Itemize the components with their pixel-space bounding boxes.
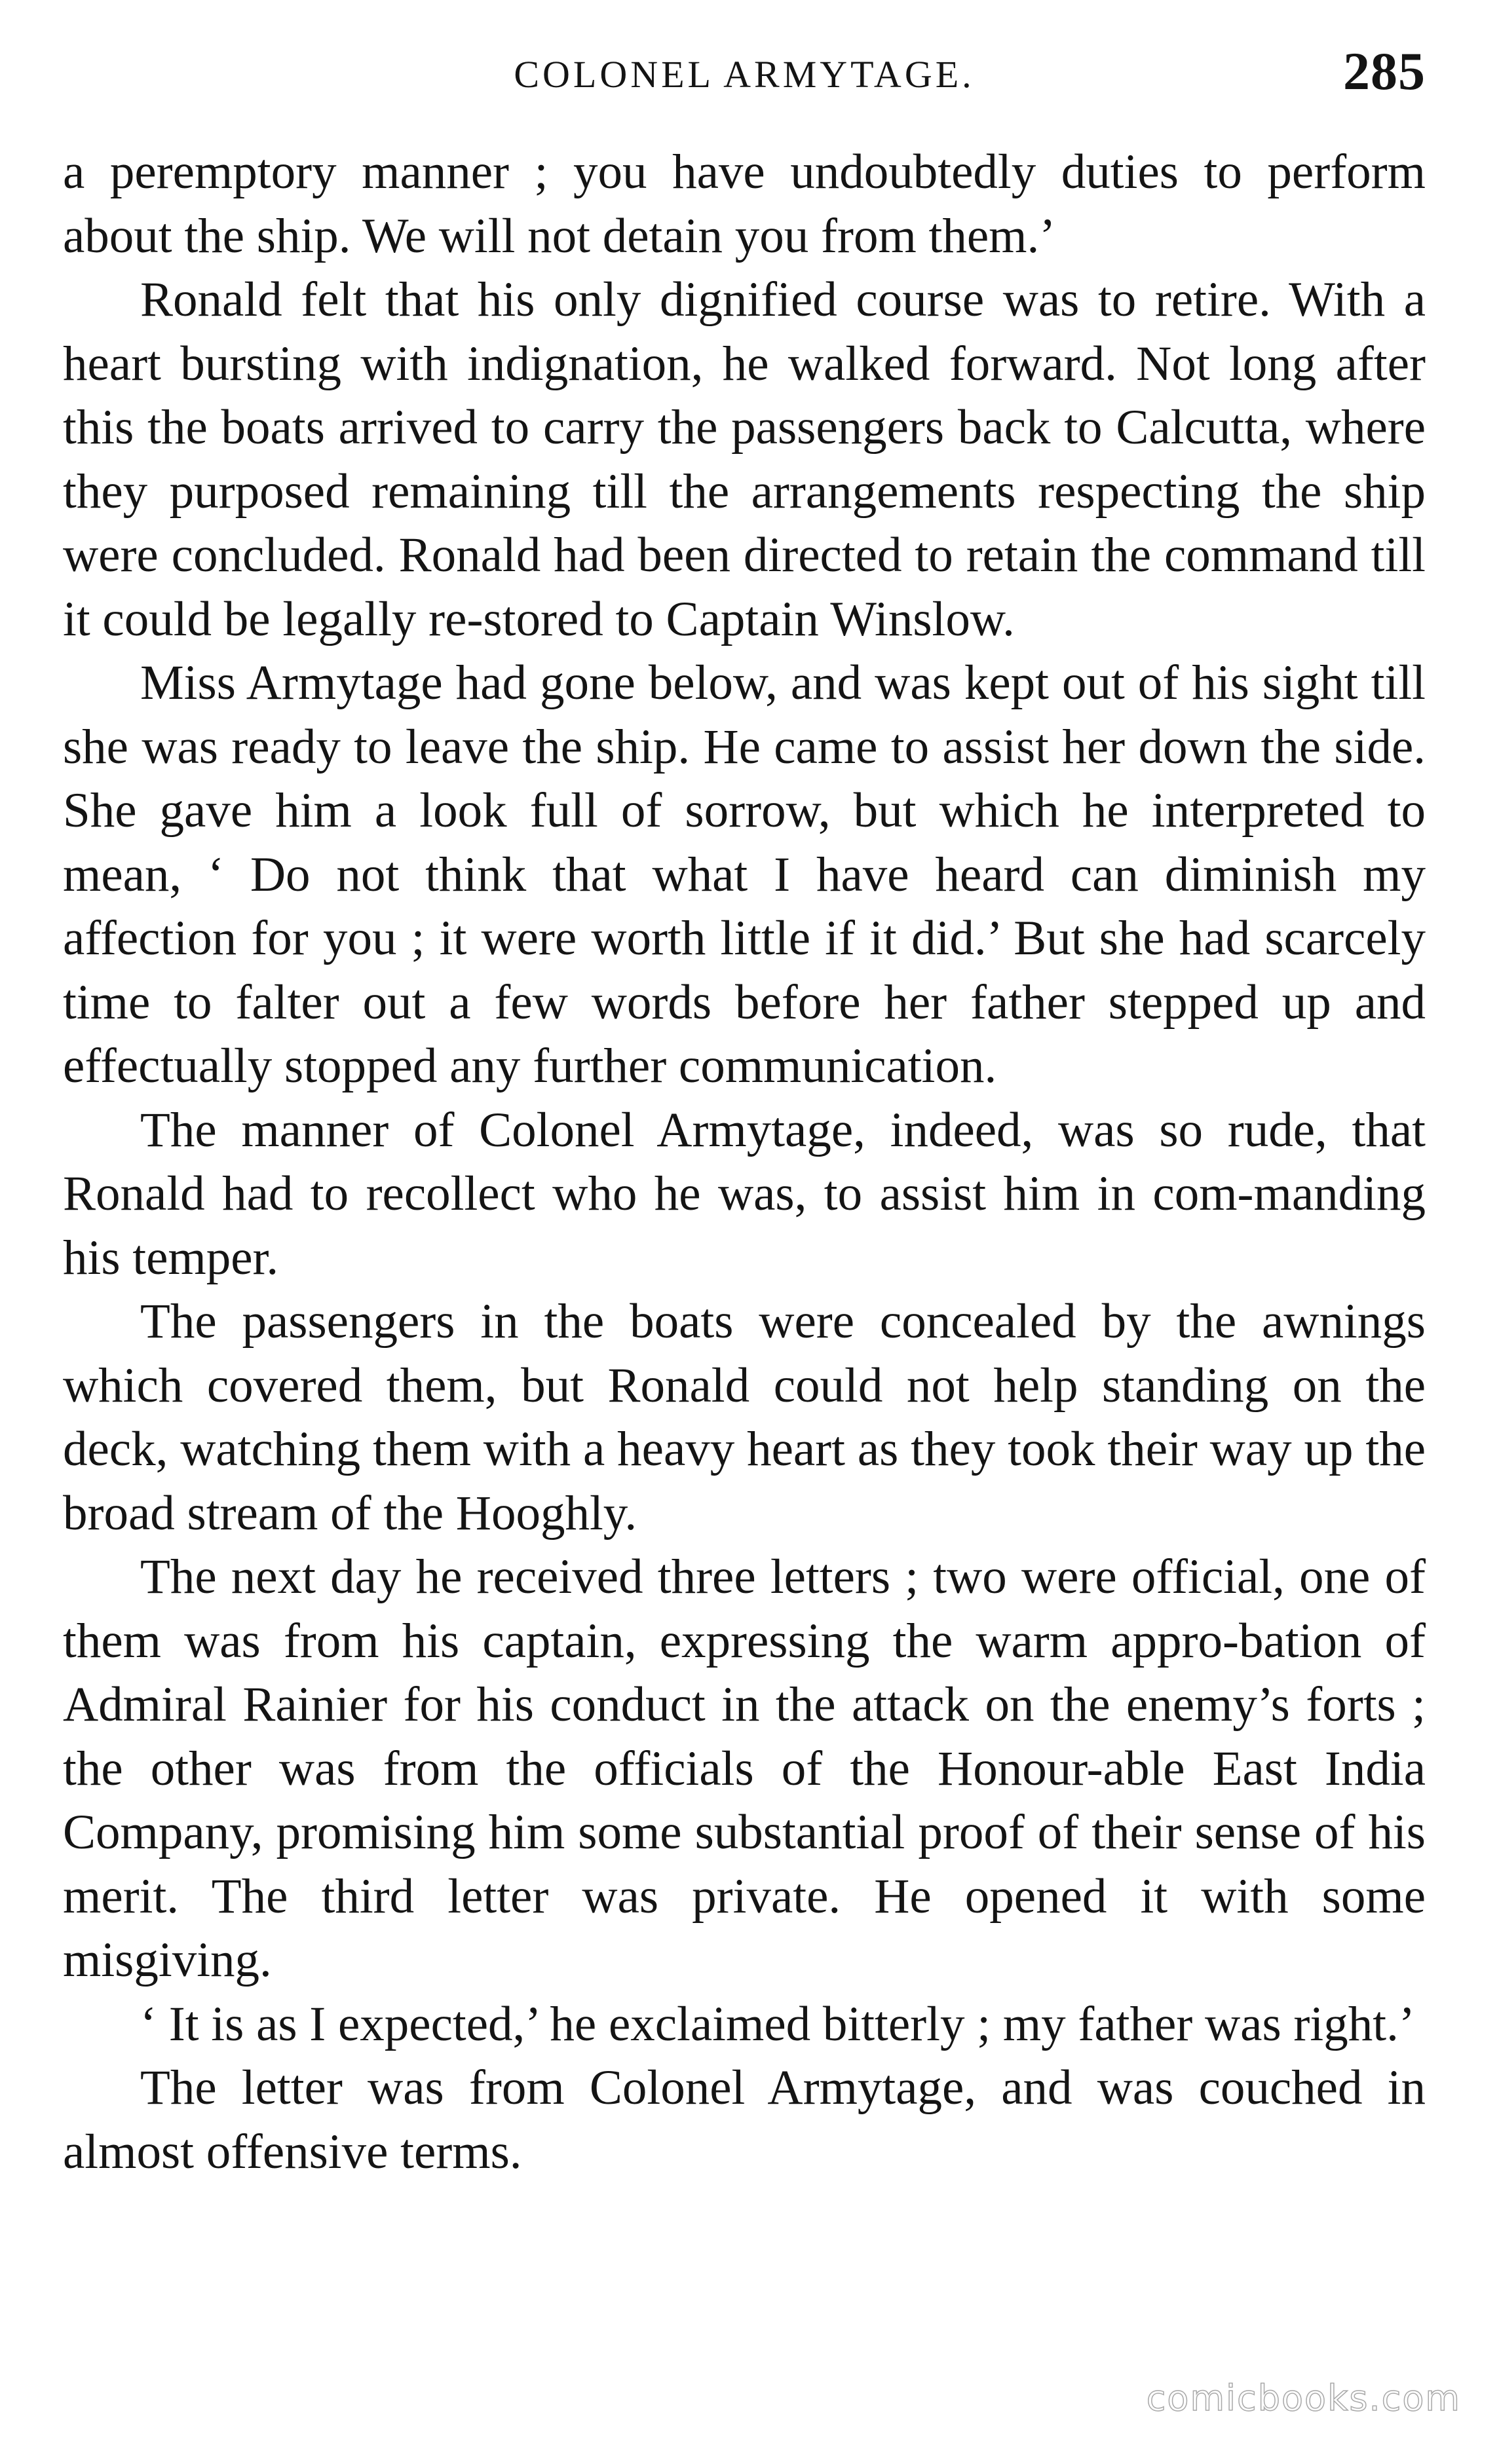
paragraph-8: The letter was from Colonel Armytage, and was couched in almost offensive terms. — [63, 2061, 1426, 2179]
page-number: 285 — [1343, 41, 1426, 101]
watermark: comicbooks.com — [1146, 2378, 1461, 2419]
body-text — [63, 140, 1426, 2184]
page-header — [63, 34, 1426, 119]
paragraph-7: ‘ It is as I expected,’ he exclaimed bitterly ; my father was right.’ — [140, 1996, 1415, 2051]
paragraph-3: Miss Armytage had gone below, and was kept out of his sight till she was ready to leave the ship. He came to assist her down the side. She gave him a look full of sorrow, but which he interpreted to mean, ‘ Do not think that what I have heard can diminish my affection for you ; it were worth little if it did.’ But she had scarcely time to falter out a few words before her father stepped up and effectually stopped any further communication. — [63, 656, 1426, 1093]
paragraph-4: The manner of Colonel Armytage, indeed, was so rude, that Ronald had to recollect who he was, to assist him in com-manding his temper. — [63, 1102, 1426, 1285]
paragraph-2: Ronald felt that his only dignified course was to retire. With a heart bursting with indignation, he walked forward. Not long after this the boats arrived to carry the passengers back to Calcutta, where they purposed remaining till the arrangements respecting the ship were concluded. Ronald had been directed to retain the command till it could be legally re-stored to Captain Winslow. — [63, 272, 1426, 646]
paragraph-5: The passengers in the boats were concealed by the awnings which covered them, but Ronald could not help standing on the deck, watching them with a heavy heart as they took their way up the broad stream of the Hooghly. — [63, 1294, 1426, 1540]
running-title: COLONEL ARMYTAGE. — [514, 53, 975, 96]
paragraph-6: The next day he received three letters ; two were official, one of them was from his captain, expressing the warm appro-bation of Admiral Rainier for his conduct in the attack on the enemy’s forts ; the other was from the officials of the Honour-able East India Company, promising him some substantial proof of their sense of his merit. The third letter was private. He opened it with some misgiving. — [63, 1550, 1426, 1987]
paragraph-1: a peremptory manner ; you have undoubtedly duties to perform about the ship. We will not detain you from them.’ — [63, 145, 1426, 263]
